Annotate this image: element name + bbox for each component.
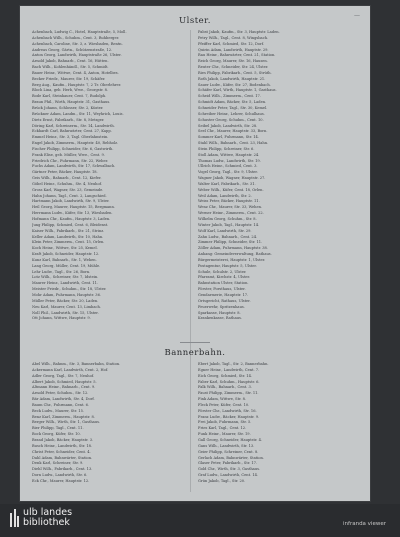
directory-entry: Quirin Adam, Landwirth, Hauptstr. 29. bbox=[198, 47, 269, 52]
directory-entry: Geier Philipp, Schreiner, Cent. 8. bbox=[198, 449, 259, 454]
directory-entry: Schmidt Adam, Bäcker, Str. 5, Laden. bbox=[198, 100, 267, 105]
directory-entry: Grün Jakob, Tagl., Str. 20. bbox=[198, 478, 246, 483]
column-left-top bbox=[32, 30, 182, 340]
directory-entry: Reich Georg, Maurer, Str. 16, Hausen. bbox=[198, 59, 268, 64]
directory-entry: Döring Karl, Schreinerm., Str. 14, Landwirth. bbox=[32, 123, 115, 128]
directory-entry: Arnold Peter, Schuhm., Str. 12. bbox=[32, 391, 89, 396]
directory-entry: Schreiber Heinr., Lehrer, Schulhaus. bbox=[198, 111, 265, 116]
directory-entry: Egner Heinr., Landwirth, Cent. 7. bbox=[198, 367, 260, 372]
directory-entry: Herrmann Ludw., Küfer, Str. 13, Wiesbaden. bbox=[32, 211, 113, 216]
directory-entry: Zimmer Philipp, Schneider, Str. 11. bbox=[198, 240, 263, 245]
section-heading-bannerbahn: Bannerbahn. bbox=[164, 348, 226, 358]
directory-entry: Seel Chr., Maurer, Hauptstr. 33, Born. bbox=[198, 129, 268, 134]
directory-entry: Schäfer Karl, Wirth, Hauptstr. 1, Gasthaus. bbox=[198, 88, 277, 93]
directory-entry: Fuchs Adam, Landwirth, Str. 17, Schwalbach. bbox=[32, 164, 116, 169]
directory-entry: Schule, Schulstr. 2, Ulster. bbox=[198, 269, 247, 274]
directory-entry: Bode Karl, Steinhauer, Cent. 7, Rudolph. bbox=[32, 94, 107, 99]
directory-entry: Kaiser Wilh., Fabrikarb., Str. 21, Strinz. bbox=[32, 228, 105, 233]
directory-entry: Krankenkasse, Rathaus. bbox=[198, 316, 243, 321]
directory-entry: Anhang: Gemeindeverwaltung, Rathaus. bbox=[198, 252, 272, 257]
section-heading-ulster: Ulster. bbox=[178, 16, 212, 26]
directory-entry: Geis Wilh., Bahnarb., Cent. 12, Kiefer. bbox=[32, 176, 102, 181]
directory-entry: Funk Heinr., Maurer, Str. 19. bbox=[198, 432, 251, 437]
directory-entry: Koch Heinr., Wittwe, Str. 25, Kemel. bbox=[32, 246, 98, 251]
directory-entry: Neu Karl, Maurer, Cent. 13, Limbach. bbox=[32, 304, 101, 309]
directory-entry: Glaser Peter, Fabrikarb., Str. 17. bbox=[198, 461, 258, 466]
directory-entry: Ebert Jakob, Tagl., Str. 2, Bannerbahn. bbox=[198, 362, 269, 366]
directory-entry: Gärtner Peter, Bäcker, Hauptstr. 18. bbox=[32, 170, 98, 175]
directory-entry: Pfarramt, Kirchstr. 4, Ulster. bbox=[198, 275, 251, 280]
directory-entry: Brückner Adam, Landm., Str. 11, Weyhrich, Louis. bbox=[32, 111, 124, 116]
directory-entry: Weber Wilh., Küfer, Cent. 18, Orlen. bbox=[198, 187, 264, 192]
directory-entry: Jung Philipp, Schmied, Cent. 6, Bleidenst. bbox=[32, 222, 109, 227]
directory-entry: Roth Jakob, Landwirth, Hauptstr. 21. bbox=[198, 76, 266, 81]
directory-entry: Bock Georg, Küfer, Str. 10. bbox=[32, 432, 81, 437]
directory-entry: Klein Peter, Zimmerm., Cent. 15, Orlen. bbox=[32, 240, 105, 245]
directory-entry: Zahn Ludw., Bahnarb., Cent. 24. bbox=[198, 234, 258, 239]
logo-line-1: ulb landes bbox=[23, 507, 73, 518]
directory-entry: Baum Chr., Fuhrmann, Cent. 6. bbox=[32, 402, 90, 407]
directory-entry: Brand Jakob, Bäcker, Hauptstr. 3. bbox=[32, 437, 94, 442]
scanned-page bbox=[20, 6, 370, 501]
column-right-bottom bbox=[198, 362, 348, 494]
directory-entry: Gendarmerie, Hauptstr. 17. bbox=[198, 292, 249, 297]
directory-entry: Gall Georg, Schneider, Hauptstr. 4. bbox=[198, 437, 262, 442]
directory-entry: Schuster Georg, Schuhm., Cent. 10. bbox=[198, 117, 264, 122]
directory-entry: Faust Philipp, Zimmerm., Str. 11. bbox=[198, 391, 259, 396]
directory-entry: Achenbach Wilh., Schuhm., Cent. 3, Ruhberger. bbox=[32, 35, 120, 40]
directory-entry: Bürgermeisterei, Hauptstr. 1, Ulster. bbox=[198, 257, 266, 262]
directory-entry: Ott Johann, Wittwe, Hauptstr. 9. bbox=[32, 316, 91, 321]
viewer-label: infranda viewer bbox=[343, 521, 386, 527]
directory-entry: Fleck Peter, Küfer, Cent. 10. bbox=[198, 402, 250, 407]
directory-entry: Benz Karl, Zimmerm., Hauptstr. 8. bbox=[32, 414, 95, 419]
directory-entry: Denk Karl, Schreiner, Str. 9. bbox=[32, 461, 84, 466]
directory-entry: Bach Wilh., Kohlenhändl., Str. 5, Schmidt. bbox=[32, 65, 109, 70]
directory-entry: Postagentur, Hauptstr. 5, Ulster. bbox=[198, 263, 257, 268]
directory-entry: Weiss Peter, Bäcker, Hauptstr. 11. bbox=[198, 199, 260, 204]
directory-entry: Gans Wilh., Landwirth, Str. 13. bbox=[198, 443, 255, 448]
directory-entry: Feuerwehr, Spritzenhaus. bbox=[198, 304, 245, 309]
directory-entry: Mohr Adam, Fuhrmann, Hauptstr. 36. bbox=[32, 292, 102, 297]
column-right-top bbox=[198, 30, 348, 340]
directory-entry: Faber Karl, Schuhm., Hauptstr. 6. bbox=[198, 379, 260, 384]
library-logo[interactable] bbox=[10, 508, 72, 528]
section-rule bbox=[180, 342, 210, 343]
directory-entry: Hahn Johann, Tagl., Cent. 2, Langschied. bbox=[32, 193, 107, 198]
directory-entry: Walter Karl, Fabrikarb., Str. 31. bbox=[198, 181, 256, 186]
directory-entry: Hofmann Chr., Kaufm., Hauptstr. 3, Laden. bbox=[32, 217, 111, 221]
directory-entry: Stein Philipp, Schreiner, Str. 6. bbox=[198, 146, 255, 151]
directory-entry: Andreas Georg, Gärtn., Schützenstraße, 12. bbox=[32, 47, 113, 52]
directory-entry: Meister Friedr., Schuhm., Str. 18, Ulster. bbox=[32, 287, 107, 292]
directory-entry: Christ Peter, Schneider, Cent. 4. bbox=[32, 449, 91, 454]
directory-entry: Bauer Heinr., Wittwe, Cent. 4, Anton, Hotelbes. bbox=[32, 70, 119, 75]
directory-entry: Keller Adam, Landwirth, Str. 10, Hahn. bbox=[32, 234, 104, 239]
directory-entry: Dahl Adam, Bahnwärter, Station. bbox=[32, 455, 93, 460]
directory-entry: Abel Wilh., Bahnm., Str. 3, Bannerbahn, Station. bbox=[32, 362, 121, 366]
directory-entry: Dietz Ernst, Fabrikarb., Str. 8, Metzger. bbox=[32, 117, 105, 122]
directory-entry: Förster, Forsthaus, Ulster. bbox=[198, 287, 246, 292]
directory-entry: Friedrich Chr., Fuhrmann, Str. 22, Weber. bbox=[32, 158, 109, 163]
directory-entry: Brück Johann, Schlosser, Str. 2, Küster. bbox=[32, 105, 104, 110]
directory-entry: Werner Heinr., Zimmerm., Cent. 22. bbox=[198, 211, 264, 216]
column-left-bottom bbox=[32, 362, 182, 494]
directory-entry: Wilhelm Georg, Schuhm., Str. 8. bbox=[198, 217, 257, 221]
directory-entry: Arnold Jakob, Bahnarb., Cent. 16, Hütten. bbox=[32, 59, 109, 64]
directory-entry: Ackermann Karl, Landwirth, Cent. 2, Hof. bbox=[32, 367, 109, 372]
directory-entry: Noll Phil., Landwirth, Str. 15, Ulster. bbox=[32, 310, 99, 315]
directory-entry: Wolf Karl, Landwirth, Str. 29. bbox=[198, 228, 252, 233]
directory-entry: Bier Philipp, Tagl., Cent. 11. bbox=[32, 426, 84, 431]
directory-entry: Scheid Wilh., Zimmerm., Cent. 17. bbox=[198, 94, 261, 99]
logo-line-2: bibliothek bbox=[23, 517, 70, 528]
logo-text bbox=[23, 508, 72, 528]
directory-entry: Frank Elise, geb. Müller, Wwe., Cent. 9. bbox=[32, 152, 105, 157]
directory-entry: Sauer Ludw., Küfer, Str. 27, Bodenbach. bbox=[198, 82, 271, 87]
directory-entry: Berg Aug., Kaufm., Hauptstr. 7, 2 Tr. Oberlehrer. bbox=[32, 82, 122, 87]
directory-entry: Ortsgericht, Rathaus, Ulster. bbox=[198, 298, 251, 303]
directory-entry: Lehr Ludw., Tagl., Str. 26, Born. bbox=[32, 269, 91, 274]
directory-entry: Wagner Jakob, Wagner, Hauptstr. 27. bbox=[198, 176, 266, 181]
directory-entry: Stahl Wilh., Bahnarb., Cent. 23, Hahn. bbox=[198, 141, 269, 146]
directory-entry: Achenbach, Ludwig C., Hotel, Hauptstraße, 5, Moll. bbox=[32, 30, 127, 34]
directory-entry: Altmann Heinr., Bahnarb., Cent. 9. bbox=[32, 385, 96, 390]
directory-entry: Busch Heinr., Landwirth, Str. 18. bbox=[32, 443, 93, 448]
directory-entry: Bloch Lina, geb. Herb, Wwe., Georgstr. 8. bbox=[32, 88, 109, 93]
directory-entry: Adler Georg, Tagl., Str. 7, Neuhof. bbox=[32, 373, 95, 378]
directory-entry: Heil Georg, Maurer, Hauptstr. 15, Bergmann. bbox=[32, 205, 115, 210]
directory-entry: Falk Wilh., Bahnarb., Cent. 3. bbox=[198, 385, 252, 390]
directory-entry: Rau Heinr., Bahnwärter, Cent. 21, Station. bbox=[198, 53, 276, 58]
directory-entry: Berger Wilh., Wirth, Str. 1, Gasthaus. bbox=[32, 420, 101, 425]
directory-entry: Reuter Chr., Schneider, Str. 24, Ulster. bbox=[198, 65, 269, 70]
directory-entry: Stoll Adam, Wittwe, Hauptstr. 24. bbox=[198, 152, 260, 157]
directory-entry: Sparkasse, Hauptstr. 8. bbox=[198, 310, 241, 315]
directory-entry: Kunz Karl, Bahnarb., Str. 1, Wehen. bbox=[32, 257, 97, 262]
directory-entry: Wenz Chr., Maurer, Str. 33, Wehen. bbox=[198, 205, 263, 210]
directory-entry: Pabst Jakob, Kaufm., Str. 3, Hauptstr. Laden. bbox=[198, 30, 280, 34]
directory-entry: Müller Peter, Bäcker, Str. 20, Laden. bbox=[32, 298, 99, 303]
directory-entry: Kraft Jakob, Schneider, Hauptstr. 12. bbox=[32, 252, 100, 257]
directory-entry: Maurer Heinr., Landwirth, Cent. 11. bbox=[32, 281, 99, 286]
directory-entry: Thomas Ludw., Landwirth, Str. 19. bbox=[198, 158, 261, 163]
directory-entry: Seibel Jakob, Landwirth, Str. 28. bbox=[198, 123, 258, 128]
directory-entry: Braun Phil., Wirth, Hauptstr. 31, Gasthaus. bbox=[32, 100, 111, 105]
directory-entry: Fries Karl, Tagl., Cent. 12. bbox=[198, 426, 247, 431]
directory-entry: Frei Jakob, Fuhrmann, Str. 5. bbox=[198, 420, 252, 425]
directory-entry: Winter Jakob, Tagl., Hauptstr. 14. bbox=[198, 222, 260, 227]
directory-entry: Emmel Heinr., Str. 3, Tagl. Oberlahnstein. bbox=[32, 135, 109, 140]
directory-entry: Engel Jakob, Zimmerm., Hauptstr. 40, Rebholz. bbox=[32, 141, 119, 146]
directory-entry: Becker Friedr., Maurer, Str. 19, Schäfer. bbox=[32, 76, 106, 81]
directory-entry: Pfeiffer Karl, Schmied, Str. 12, Dorf. bbox=[198, 41, 265, 46]
directory-entry: Fink Adam, Wittwe, Str. 8. bbox=[198, 397, 247, 402]
directory-entry: Lang Georg, Müller, Cent. 19, Mühle. bbox=[32, 263, 101, 268]
corner-mark: — bbox=[354, 12, 360, 19]
directory-entry: Schneider Peter, Tagl., Str. 30, Kemel. bbox=[198, 105, 268, 110]
directory-entry: Göbel Heinr., Schuhm., Str. 4, Neuhof. bbox=[32, 181, 102, 186]
directory-entry: Hartmann Jakob, Landwirth, Str. 9, Ulster. bbox=[32, 199, 110, 204]
directory-entry: Beck Ludw., Maurer, Str. 15. bbox=[32, 408, 84, 413]
directory-entry: Bahnstation Ulster, Station. bbox=[198, 281, 249, 286]
directory-entry: Diehl Wilh., Fabrikarb., Cent. 13. bbox=[32, 467, 93, 472]
directory-entry: Lotz Wilh., Schreiner, Str. 7, Idstein. bbox=[32, 275, 99, 280]
directory-entry: Gerlach Adam, Bahnwärter, Station. bbox=[198, 455, 264, 460]
directory-entry: Ries Philipp, Fabrikarb., Cent. 5, Strüth. bbox=[198, 70, 272, 75]
directory-entry: Zöller Adam, Fuhrmann, Hauptstr. 38. bbox=[198, 246, 268, 251]
directory-entry: Albert Jakob, Schmied, Hauptstr. 5. bbox=[32, 379, 97, 384]
directory-entry: Gross Karl, Wagner, Str. 23, Gemeinde. bbox=[32, 187, 104, 192]
directory-entry: Franz Ludw., Bäcker, Hauptstr. 9. bbox=[198, 414, 260, 419]
directory-entry: Bär Adam, Landwirth, Str. 4, Dorf. bbox=[32, 397, 95, 402]
directory-entry: Eich Georg, Schmied, Str. 14. bbox=[198, 373, 252, 378]
directory-entry: Achenbach, Caroline, Str. 3, z. Wiesbaden, Rentn. bbox=[32, 41, 123, 46]
logo-bars-icon bbox=[10, 509, 19, 527]
directory-entry: Fischer Philipp, Schneider, Str. 6, Gastwirth. bbox=[32, 146, 114, 151]
directory-entry: Weil Adam, Landwirth, Str. 2. bbox=[198, 193, 252, 198]
directory-entry: Graf Ludw., Landwirth, Cent. 14. bbox=[198, 473, 259, 478]
directory-entry: Vogel Georg, Tagl., Str. 9, Ulster. bbox=[198, 170, 258, 175]
directory-entry: Ullrich Heinr., Schmied, Cent. 3. bbox=[198, 164, 258, 169]
directory-entry: Anton Georg, Landwirth, Hauptstraße 26, Ulster. bbox=[32, 53, 122, 58]
directory-entry: Förster Chr., Landwirth, Str. 16. bbox=[198, 408, 257, 413]
directory-entry: Dorn Ludw., Landwirth, Str. 6. bbox=[32, 473, 88, 478]
directory-entry: Petry Wilh., Tagl., Cent. 8, Wingsbach. bbox=[198, 35, 269, 40]
column-divider bbox=[190, 30, 191, 492]
directory-entry: Sommer Karl, Fuhrmann, Str. 14. bbox=[198, 135, 259, 140]
directory-entry: Eck Chr., Maurer, Hauptstr. 12. bbox=[32, 478, 90, 483]
directory-entry: Eckhardt Carl, Bahnwärter, Cent. 27, Kapp. bbox=[32, 129, 112, 134]
directory-entry: Gold Chr., Wirth, Str. 3, Gasthaus. bbox=[198, 467, 261, 472]
